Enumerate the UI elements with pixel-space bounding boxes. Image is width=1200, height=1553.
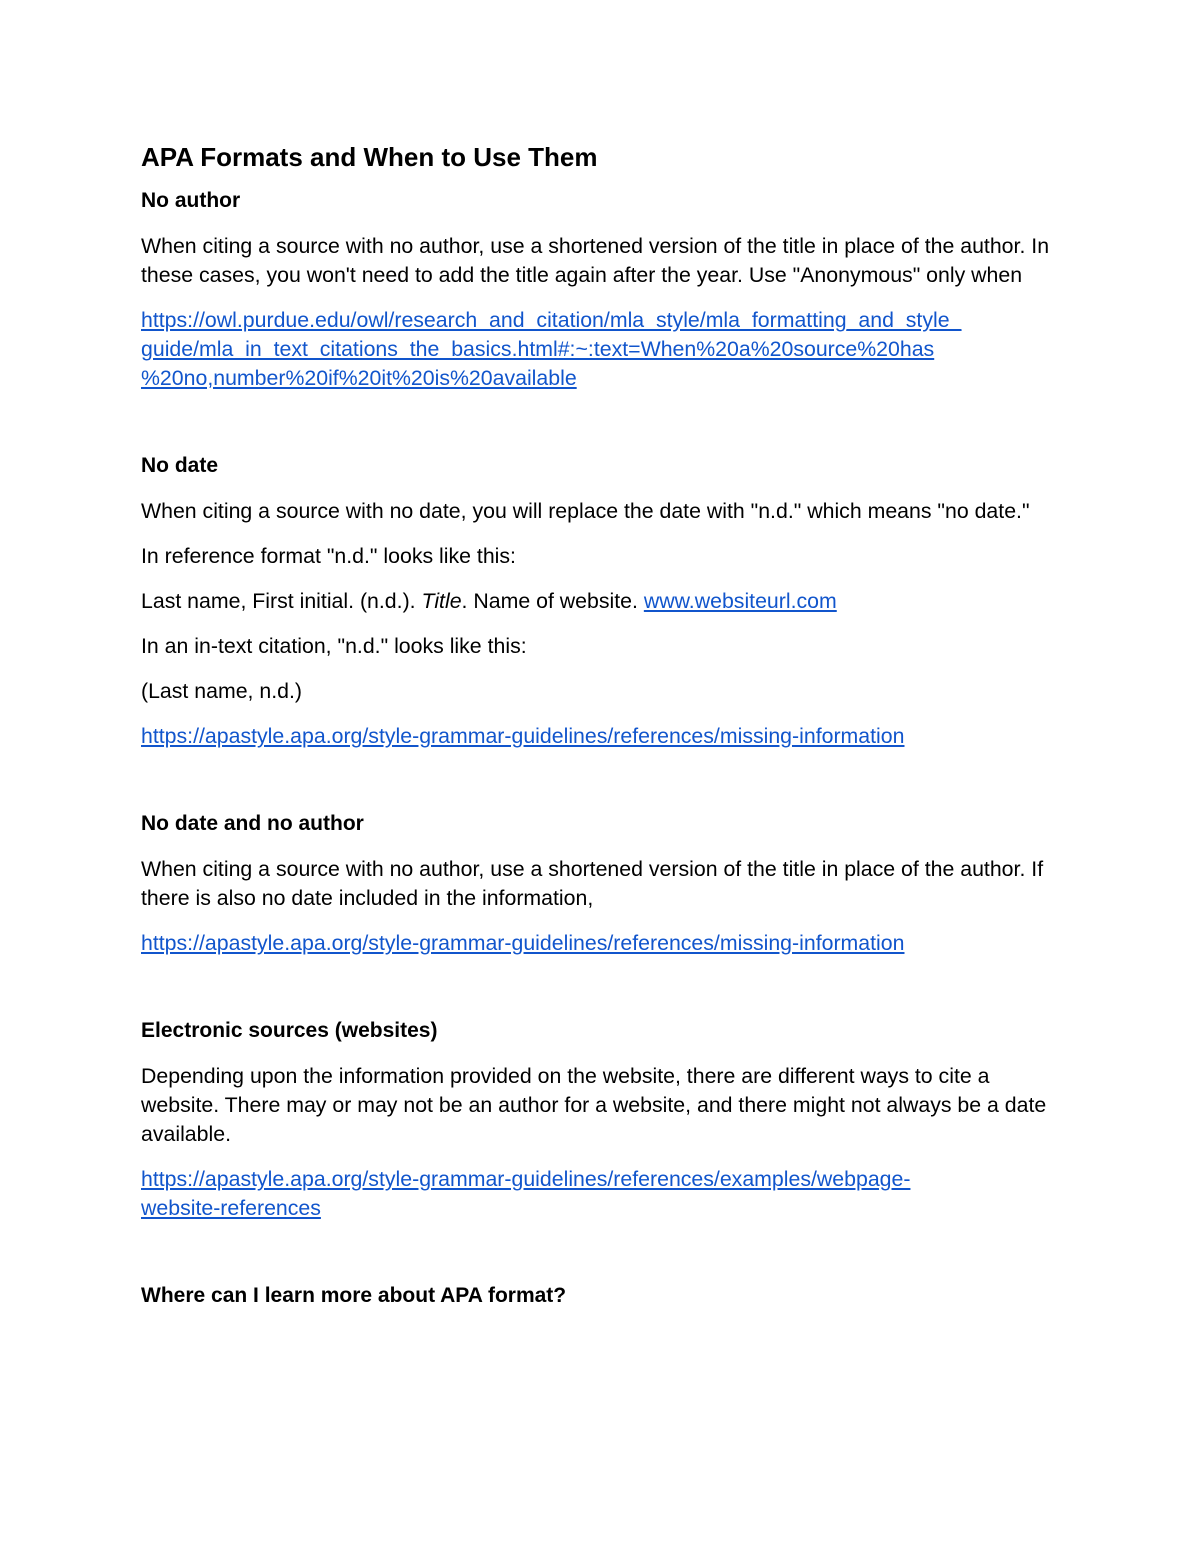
reference-example-link[interactable]: www.websiteurl.com	[643, 589, 837, 613]
no-author-link-line-3[interactable]: %20no,number%20if%20it%20is%20available	[141, 366, 577, 390]
no-date-link-paragraph[interactable]	[141, 722, 1061, 751]
section-heading-no-date-no-author: No date and no author	[141, 812, 364, 835]
section-heading-no-author: No author	[141, 189, 241, 212]
electronic-sources-body: Depending upon the information provided on the website, there are different ways to cite a website. There may or may not be an author for a website, and there might not always be a date available.	[141, 1064, 1047, 1146]
electronic-sources-link-line-2[interactable]: website-references	[141, 1196, 321, 1220]
document-page	[141, 138, 1061, 1311]
section-heading-learn-more: Where can I learn more about APA format?	[141, 1284, 567, 1307]
reference-example-title: Title	[421, 589, 462, 613]
no-date-link[interactable]: https://apastyle.apa.org/style-grammar-guidelines/references/missing-information	[141, 724, 905, 748]
no-date-no-author-link-paragraph[interactable]	[141, 929, 1061, 958]
no-date-no-author-link[interactable]: https://apastyle.apa.org/style-grammar-guidelines/references/missing-information	[141, 931, 905, 955]
no-date-intext-example: (Last name, n.d.)	[141, 679, 302, 703]
section-heading-electronic-sources: Electronic sources (websites)	[141, 1019, 438, 1042]
reference-example-middle: . Name of website.	[461, 589, 644, 613]
no-author-link-line-2[interactable]: guide/mla_in_text_citations_the_basics.html#:~:text=When%20a%20source%20has	[141, 337, 935, 361]
section-heading-no-date: No date	[141, 454, 219, 477]
no-date-reference-example	[141, 587, 1061, 616]
no-date-body: When citing a source with no date, you will replace the date with "n.d." which means "no date."	[141, 499, 1030, 523]
document-title: APA Formats and When to Use Them	[141, 142, 598, 172]
reference-example-prefix: Last name, First initial. (n.d.).	[141, 589, 422, 613]
no-author-link-line-1[interactable]: https://owl.purdue.edu/owl/research_and_citation/mla_style/mla_formatting_and_style_	[141, 308, 962, 332]
no-date-reference-intro: In reference format "n.d." looks like this:	[141, 544, 516, 568]
no-author-link[interactable]	[141, 306, 1061, 393]
no-author-body: When citing a source with no author, use a shortened version of the title in place of the author. In these cases, you won't need to add the title again after the year. Use "Anonymous" only when	[141, 234, 1050, 287]
electronic-sources-link-paragraph[interactable]	[141, 1165, 1061, 1223]
no-date-no-author-body: When citing a source with no author, use a shortened version of the title in place of the author. If there is also no date included in the information,	[141, 857, 1044, 910]
electronic-sources-link-line-1[interactable]: https://apastyle.apa.org/style-grammar-guidelines/references/examples/webpage-	[141, 1167, 911, 1191]
no-date-intext-intro: In an in-text citation, "n.d." looks like this:	[141, 634, 527, 658]
